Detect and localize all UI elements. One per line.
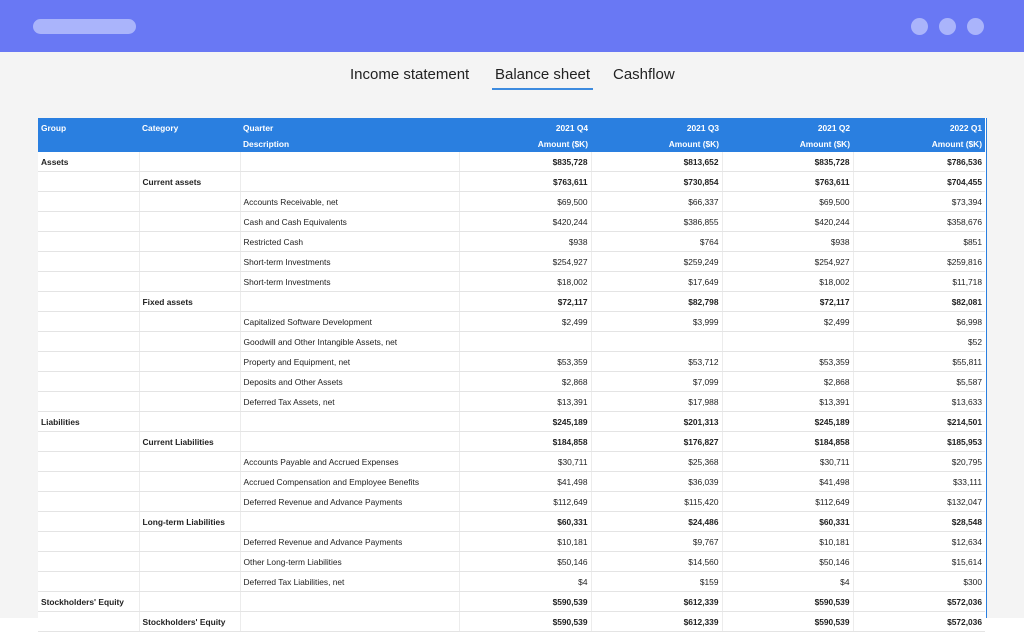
description-cell: Cash and Cash Equivalents (240, 212, 459, 232)
amount-cell: $14,560 (591, 552, 722, 572)
window-control-dot[interactable] (939, 18, 956, 35)
amount-cell: $66,337 (591, 192, 722, 212)
amount-cell: $50,146 (459, 552, 591, 572)
amount-cell: $851 (853, 232, 985, 252)
group-cell (38, 432, 139, 452)
amount-cell: $2,499 (459, 312, 591, 332)
category-cell (139, 192, 240, 212)
table-row[interactable] (38, 372, 985, 392)
description-cell: Accounts Receivable, net (240, 192, 459, 212)
amount-cell: $30,711 (722, 452, 853, 472)
description-cell: Short-term Investments (240, 272, 459, 292)
group-header[interactable] (38, 136, 139, 152)
amount-cell: $184,858 (722, 432, 853, 452)
amount-cell: $386,855 (591, 212, 722, 232)
description-cell: Restricted Cash (240, 232, 459, 252)
group-cell (38, 452, 139, 472)
description-cell (240, 512, 459, 532)
amount-cell: $41,498 (459, 472, 591, 492)
table-row[interactable] (38, 612, 985, 632)
description-cell: Short-term Investments (240, 252, 459, 272)
amount-cell: $115,420 (591, 492, 722, 512)
group-cell (38, 472, 139, 492)
amount-cell: $590,539 (459, 612, 591, 632)
category-cell (139, 152, 240, 172)
amount-cell (722, 332, 853, 352)
amount-cell: $159 (591, 572, 722, 592)
q-2021-2-header[interactable]: 2021 Q2 (817, 123, 850, 133)
amount-cell: $25,368 (591, 452, 722, 472)
amount-cell: $245,189 (722, 412, 853, 432)
table-row[interactable] (38, 312, 985, 332)
q-2021-2-header[interactable]: Amount ($K) (799, 139, 850, 149)
amount-cell: $835,728 (459, 152, 591, 172)
quarter-header[interactable]: Description (243, 139, 290, 149)
category-cell (139, 352, 240, 372)
table-row[interactable] (38, 292, 985, 312)
description-cell (240, 152, 459, 172)
amount-cell: $50,146 (722, 552, 853, 572)
amount-cell: $55,811 (853, 352, 985, 372)
q-2021-3-header[interactable]: 2021 Q3 (686, 123, 719, 133)
amount-cell: $13,391 (459, 392, 591, 412)
amount-cell: $764 (591, 232, 722, 252)
amount-cell: $420,244 (722, 212, 853, 232)
description-cell: Deposits and Other Assets (240, 372, 459, 392)
amount-cell: $17,988 (591, 392, 722, 412)
window-control-dot[interactable] (911, 18, 928, 35)
group-cell (38, 512, 139, 532)
q-2021-4-header[interactable]: 2021 Q4 (555, 123, 588, 133)
description-cell (240, 592, 459, 612)
table-row[interactable] (38, 272, 985, 292)
category-cell (139, 332, 240, 352)
group-cell (38, 192, 139, 212)
description-cell: Goodwill and Other Intangible Assets, net (240, 332, 459, 352)
table-row[interactable] (38, 392, 985, 412)
quarter-header[interactable]: Quarter (243, 123, 274, 133)
table-row[interactable] (38, 252, 985, 272)
amount-cell: $72,117 (459, 292, 591, 312)
amount-cell: $24,486 (591, 512, 722, 532)
amount-cell: $763,611 (722, 172, 853, 192)
description-cell: Property and Equipment, net (240, 352, 459, 372)
address-bar[interactable] (33, 19, 136, 34)
amount-cell: $72,117 (722, 292, 853, 312)
amount-cell: $20,795 (853, 452, 985, 472)
table-row[interactable] (38, 432, 985, 452)
amount-cell: $2,868 (459, 372, 591, 392)
amount-cell: $201,313 (591, 412, 722, 432)
amount-cell: $13,391 (722, 392, 853, 412)
amount-cell: $18,002 (722, 272, 853, 292)
table-body (38, 152, 985, 632)
amount-cell: $254,927 (459, 252, 591, 272)
group-cell (38, 492, 139, 512)
amount-cell: $33,111 (853, 472, 985, 492)
table-header (38, 118, 985, 152)
category-cell: Stockholders' Equity (139, 612, 240, 632)
amount-cell: $214,501 (853, 412, 985, 432)
group-cell (38, 552, 139, 572)
table-row[interactable] (38, 412, 985, 432)
category-cell (139, 252, 240, 272)
amount-cell: $52 (853, 332, 985, 352)
balance-sheet-table (38, 118, 987, 627)
table-row[interactable] (38, 192, 985, 212)
table-row[interactable] (38, 332, 985, 352)
amount-cell: $112,649 (722, 492, 853, 512)
amount-cell: $18,002 (459, 272, 591, 292)
q-2021-3-header[interactable]: Amount ($K) (668, 139, 719, 149)
category-cell (139, 452, 240, 472)
amount-cell: $6,998 (853, 312, 985, 332)
group-cell (38, 212, 139, 232)
group-cell: Assets (38, 152, 139, 172)
category-cell (139, 572, 240, 592)
amount-cell: $12,634 (853, 532, 985, 552)
category-cell (139, 232, 240, 252)
amount-cell: $17,649 (591, 272, 722, 292)
group-cell (38, 392, 139, 412)
category-cell: Current Liabilities (139, 432, 240, 452)
category-cell (139, 532, 240, 552)
table-row[interactable] (38, 552, 985, 572)
category-cell (139, 492, 240, 512)
amount-cell (591, 332, 722, 352)
description-cell (240, 612, 459, 632)
amount-cell: $763,611 (459, 172, 591, 192)
category-cell (139, 392, 240, 412)
description-cell: Capitalized Software Development (240, 312, 459, 332)
category-cell: Long-term Liabilities (139, 512, 240, 532)
amount-cell: $82,081 (853, 292, 985, 312)
amount-cell: $590,539 (459, 592, 591, 612)
description-cell (240, 172, 459, 192)
description-cell: Deferred Tax Liabilities, net (240, 572, 459, 592)
amount-cell: $73,394 (853, 192, 985, 212)
category-cell (139, 472, 240, 492)
amount-cell: $572,036 (853, 592, 985, 612)
tab-cashflow[interactable]: Cashflow (613, 66, 675, 83)
amount-cell: $2,868 (722, 372, 853, 392)
category-cell (139, 312, 240, 332)
amount-cell: $813,652 (591, 152, 722, 172)
q-2022-1-header[interactable]: Amount ($K) (931, 139, 982, 149)
amount-cell: $254,927 (722, 252, 853, 272)
category-cell: Fixed assets (139, 292, 240, 312)
amount-cell: $938 (722, 232, 853, 252)
amount-cell: $53,359 (722, 352, 853, 372)
amount-cell: $30,711 (459, 452, 591, 472)
amount-cell: $69,500 (459, 192, 591, 212)
table-row[interactable] (38, 212, 985, 232)
amount-cell: $5,587 (853, 372, 985, 392)
q-2021-4-header[interactable]: Amount ($K) (537, 139, 588, 149)
q-2022-1-header[interactable]: 2022 Q1 (949, 123, 982, 133)
table-row[interactable] (38, 532, 985, 552)
group-cell (38, 532, 139, 552)
amount-cell: $176,827 (591, 432, 722, 452)
amount-cell: $69,500 (722, 192, 853, 212)
amount-cell: $13,633 (853, 392, 985, 412)
description-cell: Accrued Compensation and Employee Benefits (240, 472, 459, 492)
table-row[interactable] (38, 172, 985, 192)
amount-cell: $612,339 (591, 592, 722, 612)
amount-cell: $2,499 (722, 312, 853, 332)
amount-cell: $41,498 (722, 472, 853, 492)
amount-cell: $7,099 (591, 372, 722, 392)
amount-cell: $420,244 (459, 212, 591, 232)
header-row (38, 118, 985, 136)
category-header[interactable]: Category (142, 123, 179, 133)
amount-cell: $11,718 (853, 272, 985, 292)
group-cell (38, 272, 139, 292)
amount-cell: $704,455 (853, 172, 985, 192)
amount-cell: $185,953 (853, 432, 985, 452)
table-row[interactable] (38, 152, 985, 172)
amount-cell: $15,614 (853, 552, 985, 572)
description-cell (240, 432, 459, 452)
amount-cell: $3,999 (591, 312, 722, 332)
header-row (38, 136, 985, 152)
category-cell (139, 272, 240, 292)
table-row[interactable] (38, 492, 985, 512)
amount-cell: $590,539 (722, 592, 853, 612)
amount-cell: $300 (853, 572, 985, 592)
amount-cell: $9,767 (591, 532, 722, 552)
group-cell: Liabilities (38, 412, 139, 432)
amount-cell: $184,858 (459, 432, 591, 452)
description-cell (240, 412, 459, 432)
table-row[interactable] (38, 352, 985, 372)
amount-cell: $4 (722, 572, 853, 592)
tab-bar (0, 52, 1024, 118)
table-row[interactable] (38, 232, 985, 252)
category-header[interactable] (139, 136, 240, 152)
title-bar (0, 0, 1024, 52)
amount-cell: $730,854 (591, 172, 722, 192)
amount-cell: $259,249 (591, 252, 722, 272)
amount-cell: $358,676 (853, 212, 985, 232)
group-cell (38, 612, 139, 632)
amount-cell: $112,649 (459, 492, 591, 512)
group-cell (38, 572, 139, 592)
description-cell: Deferred Revenue and Advance Payments (240, 532, 459, 552)
amount-cell: $590,539 (722, 612, 853, 632)
amount-cell: $938 (459, 232, 591, 252)
table-row[interactable] (38, 592, 985, 612)
description-cell (240, 292, 459, 312)
table-row[interactable] (38, 472, 985, 492)
category-cell (139, 592, 240, 612)
amount-cell: $835,728 (722, 152, 853, 172)
description-cell: Deferred Revenue and Advance Payments (240, 492, 459, 512)
amount-cell: $60,331 (722, 512, 853, 532)
tab-income-statement[interactable]: Income statement (350, 66, 470, 83)
group-cell (38, 252, 139, 272)
group-cell (38, 292, 139, 312)
table-row[interactable] (38, 452, 985, 472)
group-cell (38, 312, 139, 332)
group-header[interactable]: Group (41, 123, 67, 133)
group-cell (38, 172, 139, 192)
amount-cell: $572,036 (853, 612, 985, 632)
tab-balance-sheet[interactable]: Balance sheet (492, 66, 593, 90)
table-row[interactable] (38, 572, 985, 592)
category-cell (139, 412, 240, 432)
amount-cell (459, 332, 591, 352)
amount-cell: $53,712 (591, 352, 722, 372)
amount-cell: $28,548 (853, 512, 985, 532)
amount-cell: $245,189 (459, 412, 591, 432)
category-cell: Current assets (139, 172, 240, 192)
amount-cell: $10,181 (459, 532, 591, 552)
amount-cell: $132,047 (853, 492, 985, 512)
description-cell: Accounts Payable and Accrued Expenses (240, 452, 459, 472)
amount-cell: $786,536 (853, 152, 985, 172)
group-cell (38, 232, 139, 252)
category-cell (139, 552, 240, 572)
amount-cell: $82,798 (591, 292, 722, 312)
category-cell (139, 372, 240, 392)
window-control-dot[interactable] (967, 18, 984, 35)
group-cell: Stockholders' Equity (38, 592, 139, 612)
amount-cell: $612,339 (591, 612, 722, 632)
amount-cell: $60,331 (459, 512, 591, 532)
amount-cell: $10,181 (722, 532, 853, 552)
group-cell (38, 372, 139, 392)
amount-cell: $36,039 (591, 472, 722, 492)
group-cell (38, 352, 139, 372)
category-cell (139, 212, 240, 232)
table-row[interactable] (38, 512, 985, 532)
description-cell: Other Long-term Liabilities (240, 552, 459, 572)
amount-cell: $53,359 (459, 352, 591, 372)
description-cell: Deferred Tax Assets, net (240, 392, 459, 412)
amount-cell: $259,816 (853, 252, 985, 272)
group-cell (38, 332, 139, 352)
amount-cell: $4 (459, 572, 591, 592)
